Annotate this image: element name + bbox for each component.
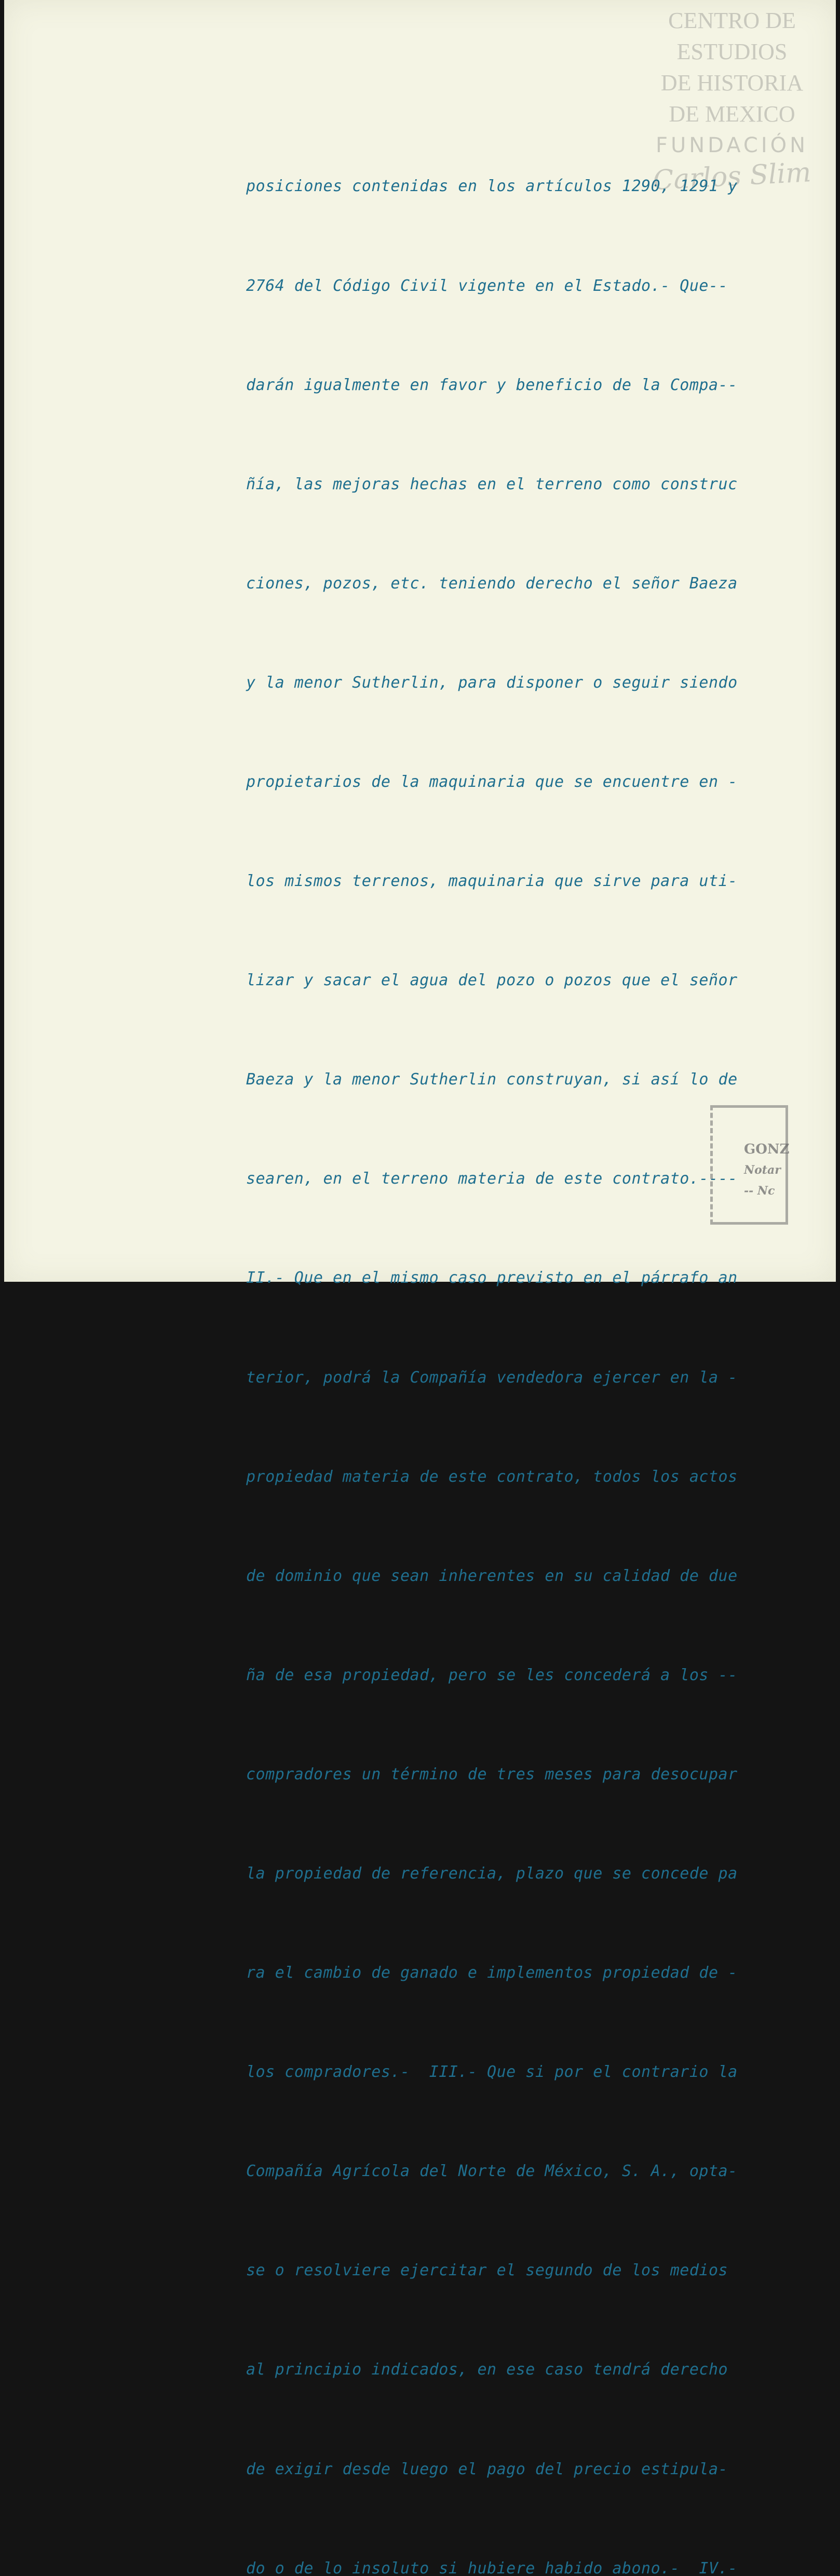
text-line: de dominio que sean inherentes en su calidad de due [246,1566,738,1585]
text-line: terior, podrá la Compañía vendedora ejercer en la - [246,1368,738,1387]
watermark-line: DE HISTORIA [660,70,804,96]
typed-document-body [246,104,760,2576]
text-line: ciones, pozos, etc. teniendo derecho el señor Baeza [246,574,738,593]
text-line: y la menor Sutherlin, para disponer o seguir siendo [246,673,738,692]
watermark-line: CENTRO DE [668,8,796,33]
text-line: la propiedad de referencia, plazo que se concede pa [246,1864,738,1883]
text-line: se o resolviere ejercitar el segundo de los medios [246,2261,728,2280]
text-line: darán igualmente en favor y beneficio de la Compa-- [246,375,738,394]
text-line: Baeza y la menor Sutherlin construyan, si así lo de [246,1070,738,1089]
text-line: searen, en el terreno materia de este contrato.---- [246,1170,738,1188]
text-line: propiedad materia de este contrato, todos los actos [246,1467,738,1486]
text-line: los mismos terrenos, maquinaria que sirve para uti- [246,872,738,891]
text-line: los compradores.- III.- Que si por el contrario la [246,2063,738,2082]
watermark-line: ESTUDIOS [676,39,788,64]
stamp-text: Notar [744,1163,781,1177]
text-line: de exigir desde luego el pago del precio estipula- [246,2460,728,2478]
watermark-foundation: FUNDACIÓN [655,133,809,157]
text-line: ñía, las mejoras hechas en el terreno como construc [246,475,738,493]
text-line: al principio indicados, en ese caso tendrá derecho [246,2360,728,2379]
text-line: lizar y sacar el agua del pozo o pozos que el señor [246,971,738,990]
text-line: compradores un término de tres meses para desocupar [246,1765,738,1783]
notary-stamp [710,1105,788,1225]
text-line: do o de lo insoluto si hubiere habido abono.- IV.- [246,2559,738,2576]
text-line: ra el cambio de ganado e implementos propiedad de - [246,1964,738,1982]
document-page [4,0,836,2576]
watermark-signature: Carlos Slim [652,157,812,196]
stamp-text: GONZ [744,1142,790,1157]
watermark-line: DE MEXICO [669,101,795,127]
text-line: II.- Que en el mismo caso previsto en el párrafo an [246,1269,738,1287]
text-line: ña de esa propiedad, pero se les concederá a los -- [246,1666,738,1684]
stamp-text: -- Nc [744,1184,775,1198]
text-line: propietarios de la maquinaria que se encuentre en - [246,772,738,791]
text-line: posiciones contenidas en los artículos 1290, 1291 y [246,177,738,196]
text-line: 2764 del Código Civil vigente en el Estado.- Que-- [246,276,728,295]
text-line: Compañía Agrícola del Norte de México, S. A., opta- [246,2162,738,2181]
